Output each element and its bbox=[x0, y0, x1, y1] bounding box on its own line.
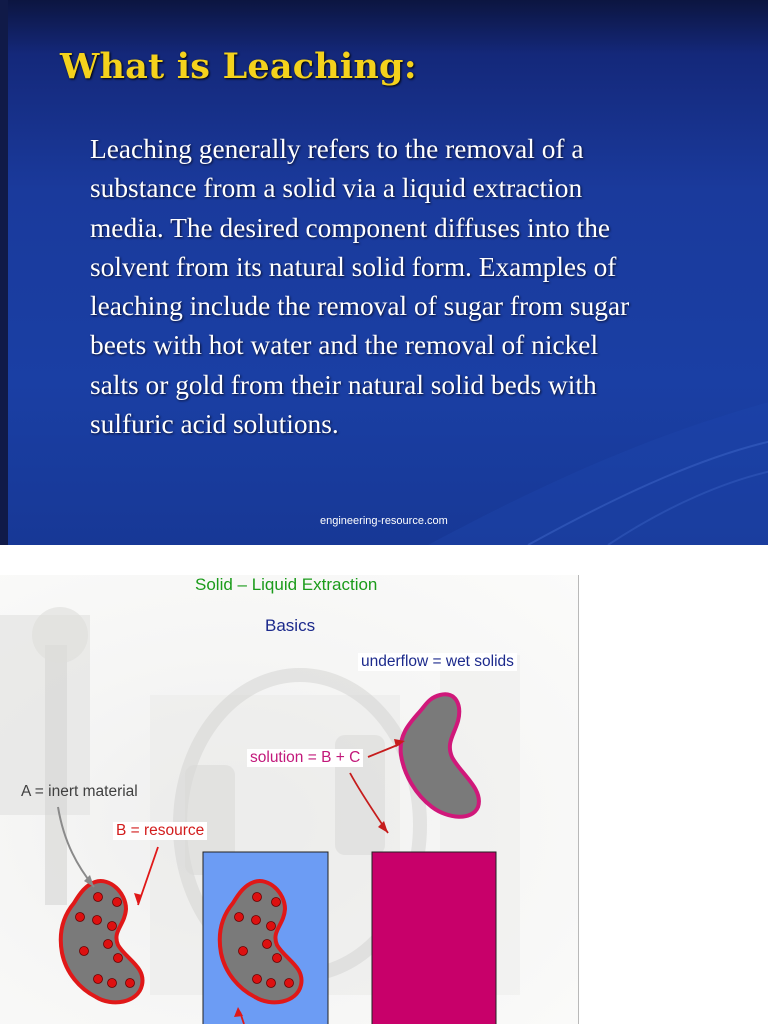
solution-box bbox=[372, 852, 496, 1024]
body-line: media. The desired component diffuses into the bbox=[90, 212, 611, 243]
underflow-label: underflow = wet solids bbox=[358, 653, 517, 671]
body-line: beets with hot water and the removal of nickel bbox=[90, 330, 599, 361]
body-line: sulfuric acid solutions. bbox=[90, 409, 339, 440]
diagram-subtitle: Basics bbox=[265, 616, 316, 635]
resource-label: B = resource bbox=[113, 822, 207, 840]
slide-title: What is Leaching: bbox=[60, 46, 417, 87]
inert-material-label: A = inert material bbox=[21, 783, 138, 800]
body-line: leaching include the removal of sugar from sugar bbox=[90, 291, 630, 322]
body-line: Leaching generally refers to the removal of a bbox=[90, 134, 584, 164]
slide-footer: engineering-resource.com bbox=[320, 515, 448, 527]
body-line: substance from a solid via a liquid extraction bbox=[90, 173, 583, 204]
slide-body bbox=[90, 130, 740, 444]
wet-solids-particle bbox=[401, 694, 479, 816]
solution-label: solution = B + C bbox=[247, 749, 363, 767]
extraction-diagram-slide bbox=[0, 575, 579, 1024]
body-line: salts or gold from their natural solid beds with bbox=[90, 369, 597, 400]
body-line: solvent from its natural solid form. Examples of bbox=[90, 251, 617, 282]
diagram-title: Solid – Liquid Extraction bbox=[195, 575, 378, 594]
